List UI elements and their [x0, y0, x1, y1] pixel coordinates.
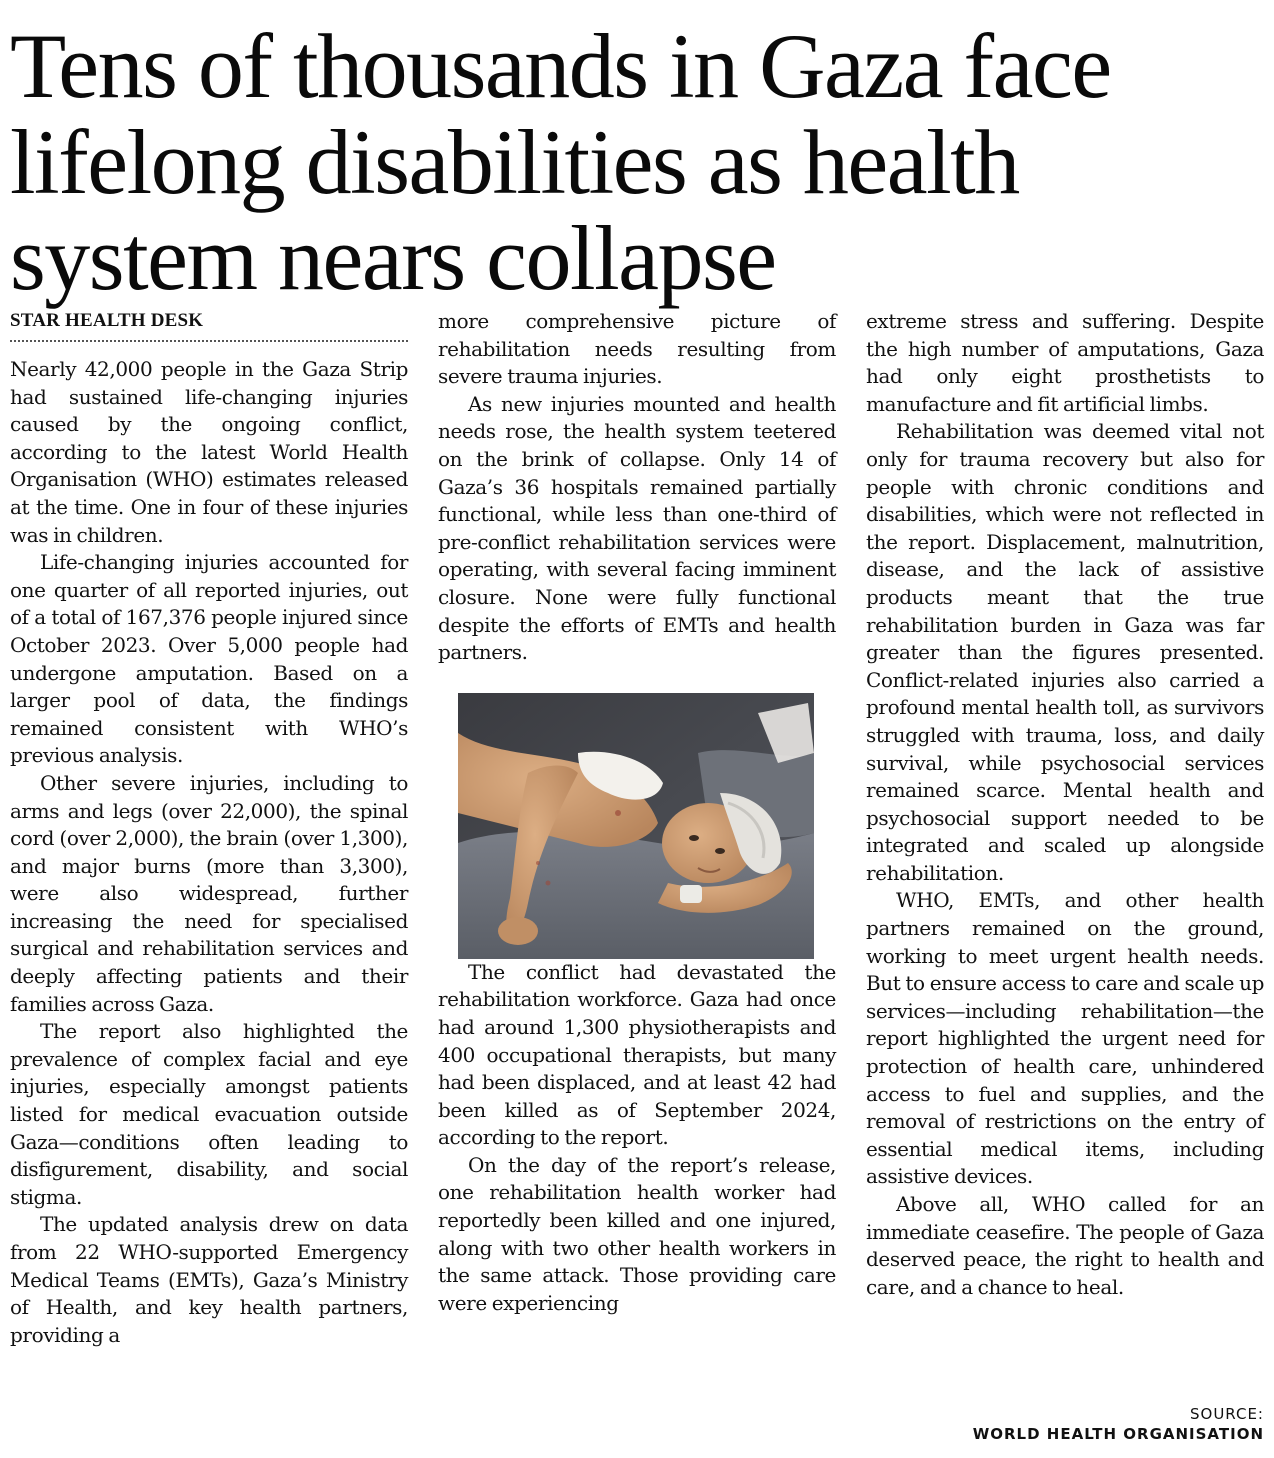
paragraph-4: The report also highlighted the prevalence of complex facial and eye injuries, especially amongst patients listed for medical evacuation outside Gaza—conditions often leading to disfigurement, disability, and social stigma. [10, 1019, 408, 1209]
source-credit [973, 1404, 1264, 1444]
paragraph-7: The conflict had devastated the rehabilitation workforce. Gaza had once had around 1,300 physiotherapists and 400 occupational therapists, but many had been displaced, and at least 42 had been killed as of September 2024, according to the report. [438, 959, 836, 1150]
paragraph-11: Above all, WHO called for an immediate ceasefire. The people of Gaza deserved peace, the right to health and care, and a chance to heal. [866, 1192, 1264, 1299]
byline: STAR HEALTH DESK [10, 308, 408, 342]
paragraph-10: WHO, EMTs, and other health partners remained on the ground, working to meet urgent health needs. But to ensure access to care and scale up services—including rehabilitation—the report highlighted the urgent need for protection of health care, unhindered access to fuel and supplies, and the removal of restrictions on the entry of essential medical items, including assistive devices. [866, 888, 1264, 1189]
paragraph-3: Other severe injuries, including to arms and legs (over 22,000), the spinal cord (over 2,000), the brain (over 1,300), and major burns (more than 3,300), were also widespread, further increasing the need for specialised surgical and rehabilitation services and deeply affecting patients and their families across Gaza. [10, 770, 408, 1016]
paragraph-1: Nearly 42,000 people in the Gaza Strip had sustained life-changing injuries caused by the ongoing conflict, according to the latest World Health Organisation (WHO) estimates released at the time. One in four of these injuries was in children. [10, 357, 408, 547]
article-column-2 [438, 308, 836, 1317]
article-column-3 [866, 308, 1264, 1301]
paragraph-8-end: extreme stress and suffering. Despite the high number of amputations, Gaza had only eight prosthetists to manufacture and fit artificial limbs. [866, 309, 1264, 416]
paragraph-2: Life-changing injuries accounted for one quarter of all reported injuries, out of a total of 167,376 people injured since October 2023. Over 5,000 people had undergone amputation. Based on a larger pool of data, the findings remained consistent with WHO’s previous analysis. [10, 550, 408, 768]
article-column-1 [10, 308, 408, 1349]
paragraph-5-start: The updated analysis drew on data from 22 WHO-supported Emergency Medical Teams (EMTs), Gaza’s Ministry of Health, and key health partners, providing a [10, 1212, 408, 1347]
source-name: WORLD HEALTH ORGANISATION [972, 1425, 1264, 1443]
paragraph-6: As new injuries mounted and health needs rose, the health system teetered on the brink of collapse. Only 14 of Gaza’s 36 hospitals remained partially functional, while less than one-third of pre-conflict rehabilitation services were operating, with several facing imminent closure. None were fully functional despite the efforts of EMTs and health partners. [438, 391, 836, 665]
article-photo [458, 693, 814, 959]
source-label: SOURCE: [1190, 1405, 1264, 1423]
paragraph-9: Rehabilitation was deemed vital not only for trauma recovery but also for people with chronic conditions and disabilities, which were not reflected in the report. Displacement, malnutrition, disease, and the lack of assistive products meant that the true rehabilitation burden in Gaza was far greater than the figures presented. Conflict-related injuries also carried a profound mental health toll, as survivors struggled with trauma, loss, and daily survival, while psychosocial services remained scarce. Mental health and psychosocial support needed to be integrated and scaled up alongside rehabilitation. [866, 419, 1264, 885]
paragraph-5-end: more comprehensive picture of rehabilitation needs resulting from severe trauma injuries. [438, 309, 836, 389]
paragraph-8-start: On the day of the report’s release, one rehabilitation health worker had reportedly been killed and one injured, along with two other health workers in the same attack. Those providing care were experiencing [438, 1152, 836, 1315]
headline: Tens of thousands in Gaza face lifelong disabilities as health system nears collapse [10, 15, 1111, 309]
